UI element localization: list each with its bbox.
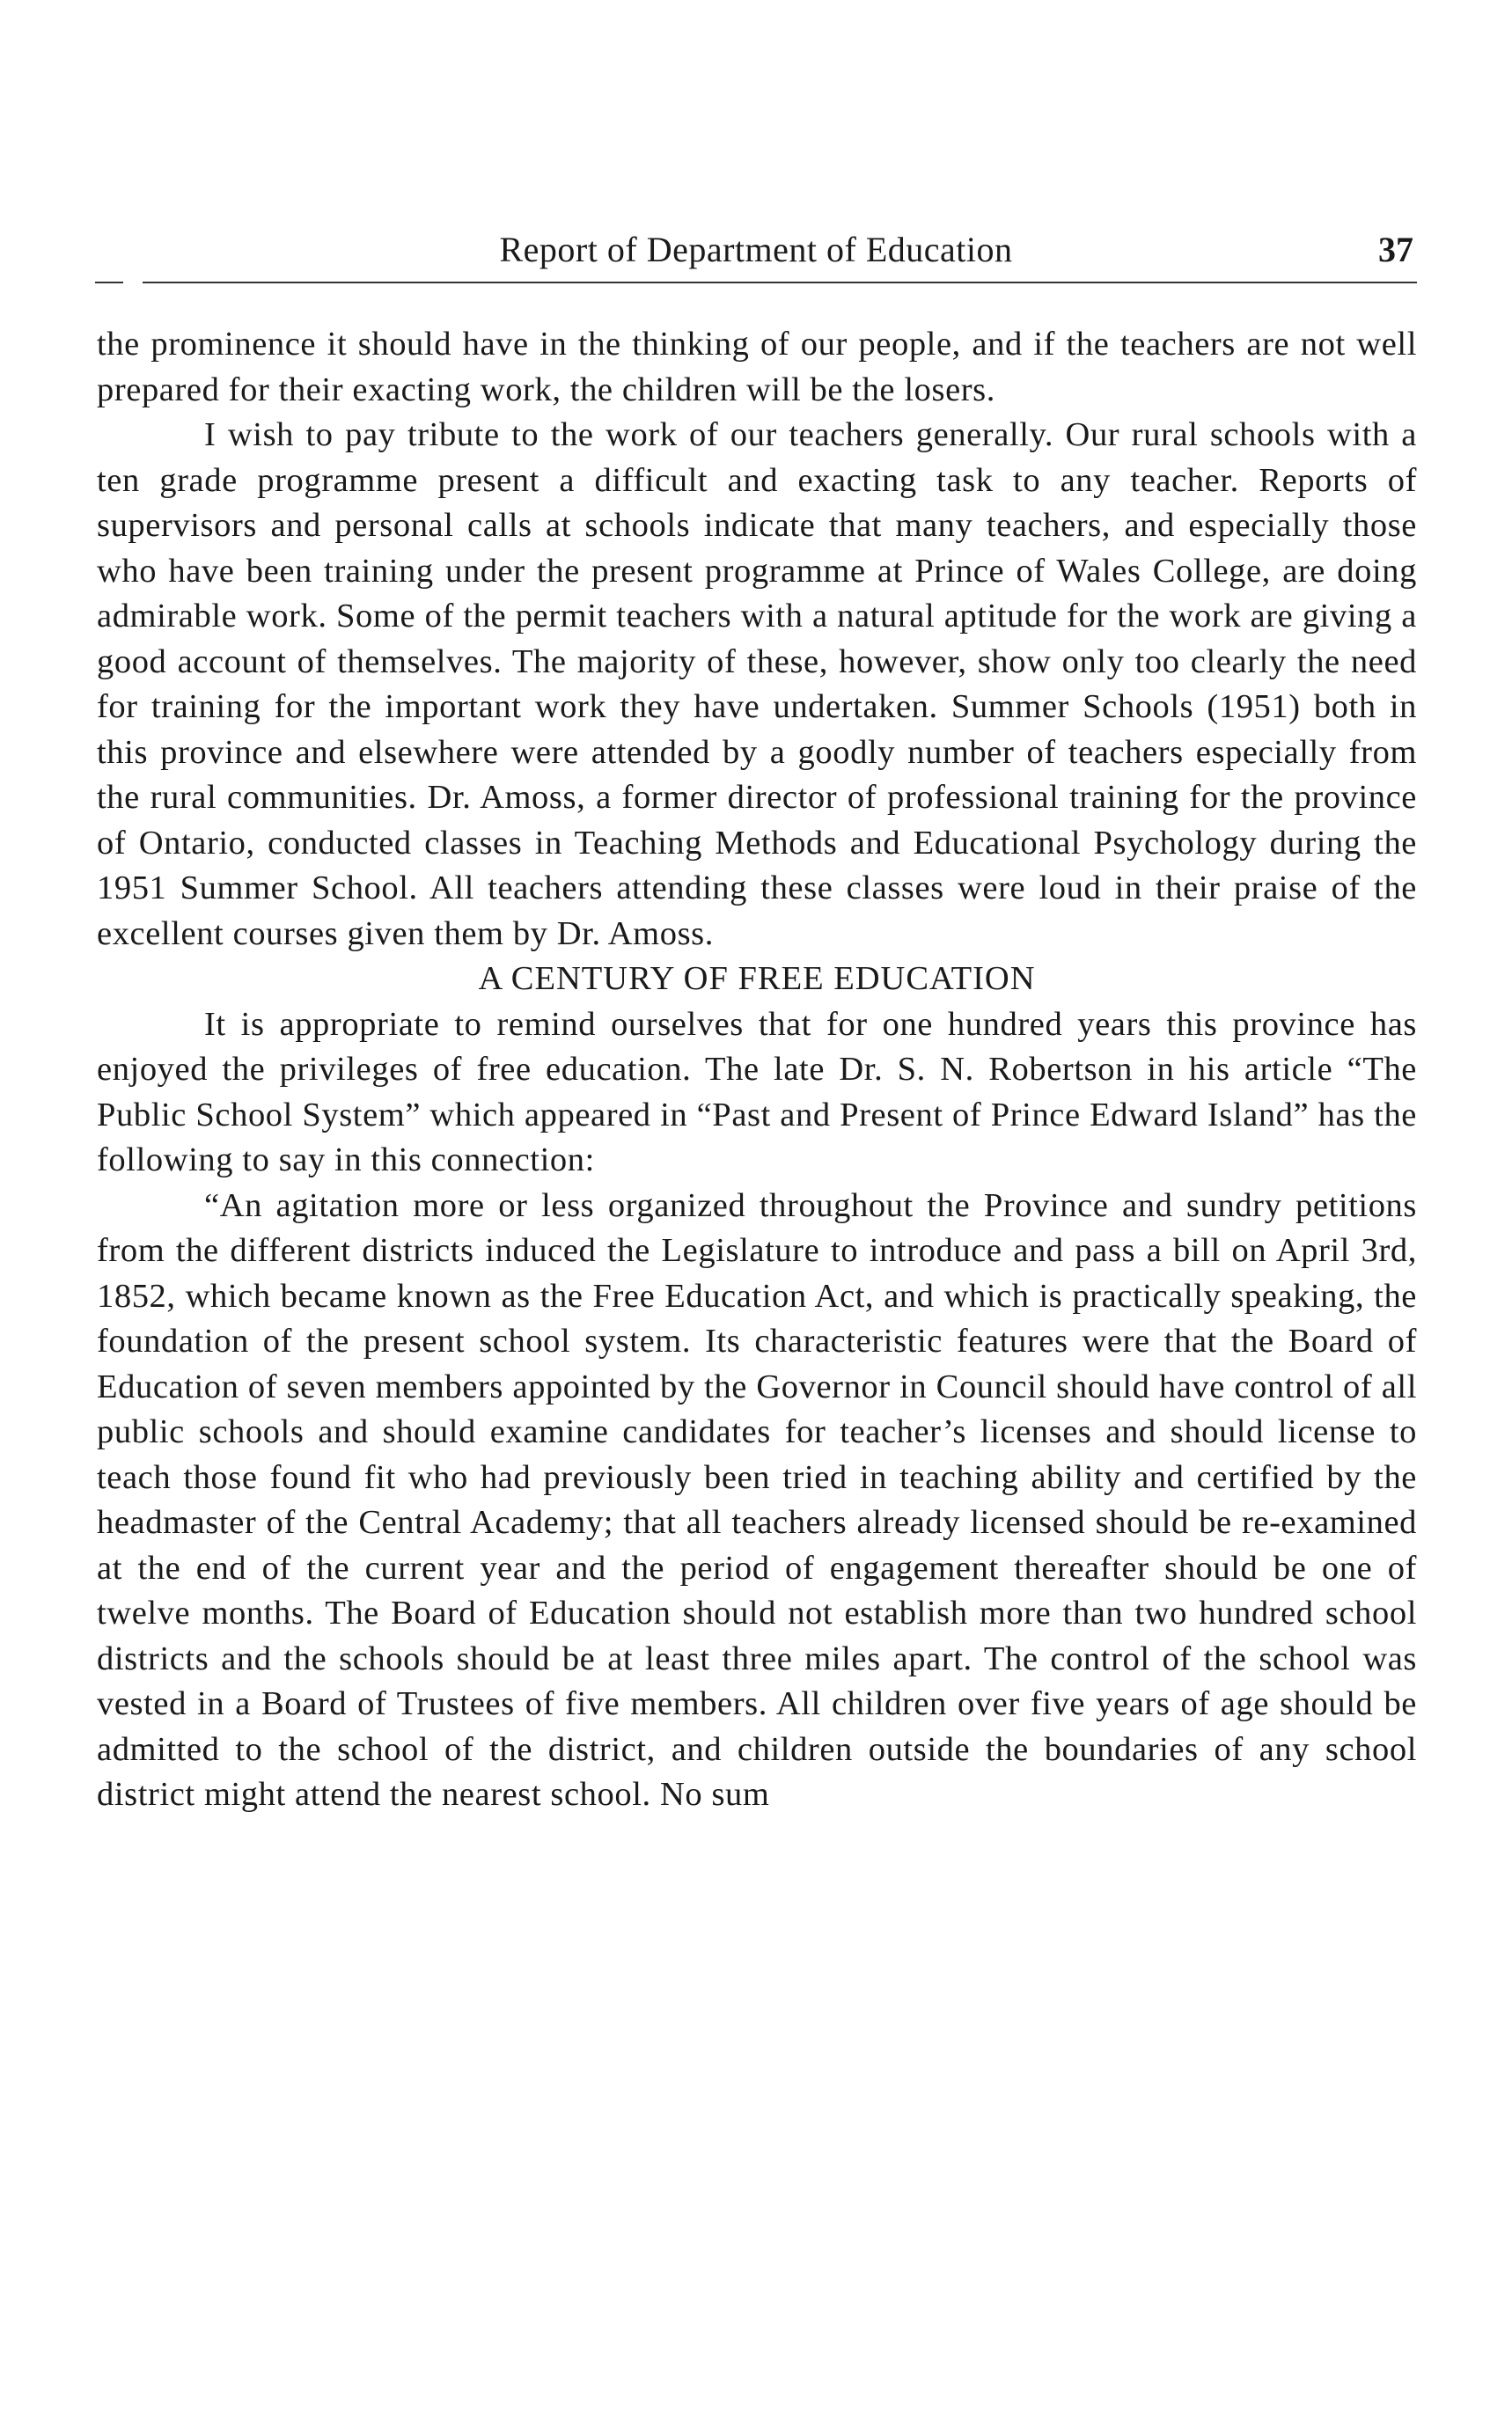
body-text bbox=[97, 322, 1417, 1818]
section-heading: A CENTURY OF FREE EDUCATION bbox=[478, 960, 1036, 997]
running-head-title: Report of Department of Education bbox=[499, 230, 1013, 269]
paragraph-teachers-tribute: I wish to pay tribute to the work of our teachers generally. Our rural schools with a ten grade programme present a difficult and exacting task to any teacher. Reports of supervisors and personal calls at schools indicate that many teachers, and especially those who have been training under the present programme at Prince of Wales College, are doing admirable work. Some of the permit teachers with a natural aptitude for the work are giving a good account of themselves. The majority of these, however, show only too clearly the need for training for the important work they have undertaken. Summer Schools (1951) both in this province and elsewhere were attended by a goodly number of teachers especially from the rural communities. Dr. Amoss, a former director of professional training for the province of Ontario, conducted classes in Teaching Methods and Educational Psychology during the 1951 Summer School. All teachers attending these classes were loud in their praise of the excellent courses given them by Dr. Amoss. bbox=[97, 416, 1417, 952]
paragraph-robertson-quote: “An agitation more or less organized throughout the Province and sundry petitions from the different districts induced the Legislature to introduce and pass a bill on April 3rd, 1852, which became known as the Free Education Act, and which is practically speaking, the foundation of the present school system. Its characteristic features were that the Board of Education of seven members appointed by the Governor in Council should have control of all public schools and should examine candidates for teacher’s licenses and should license to teach those found fit who had previously been tried in teaching ability and certified by the headmaster of the Central Academy; that all teachers already licensed should be re-examined at the end of the current year and the period of engagement thereafter should be one of twelve months. The Board of Education should not establish more than two hundred school districts and the schools should be at least three miles apart. The control of the school was vested in a Board of Trustees of five members. All children over five years of age should be admitted to the school of the district, and children outside the boundaries of any school district might attend the nearest school. No sum bbox=[97, 1186, 1417, 1813]
page-number: 37 bbox=[1378, 230, 1413, 269]
header-rule-gap bbox=[123, 280, 143, 285]
header-rule bbox=[95, 282, 1417, 283]
running-head bbox=[95, 227, 1417, 280]
paragraph-continued: the prominence it should have in the thinking of our people, and if the teachers are not well prepared for their exacting work, the children will be the losers. bbox=[97, 326, 1417, 408]
paragraph-free-education-intro: It is appropriate to remind ourselves that for one hundred years this province has enjoyed the privileges of free education. The late Dr. S. N. Robertson in his article “The Public School System” which appeared in “Past and Present of Prince Edward Island” has the following to say in this connection: bbox=[97, 1005, 1417, 1178]
